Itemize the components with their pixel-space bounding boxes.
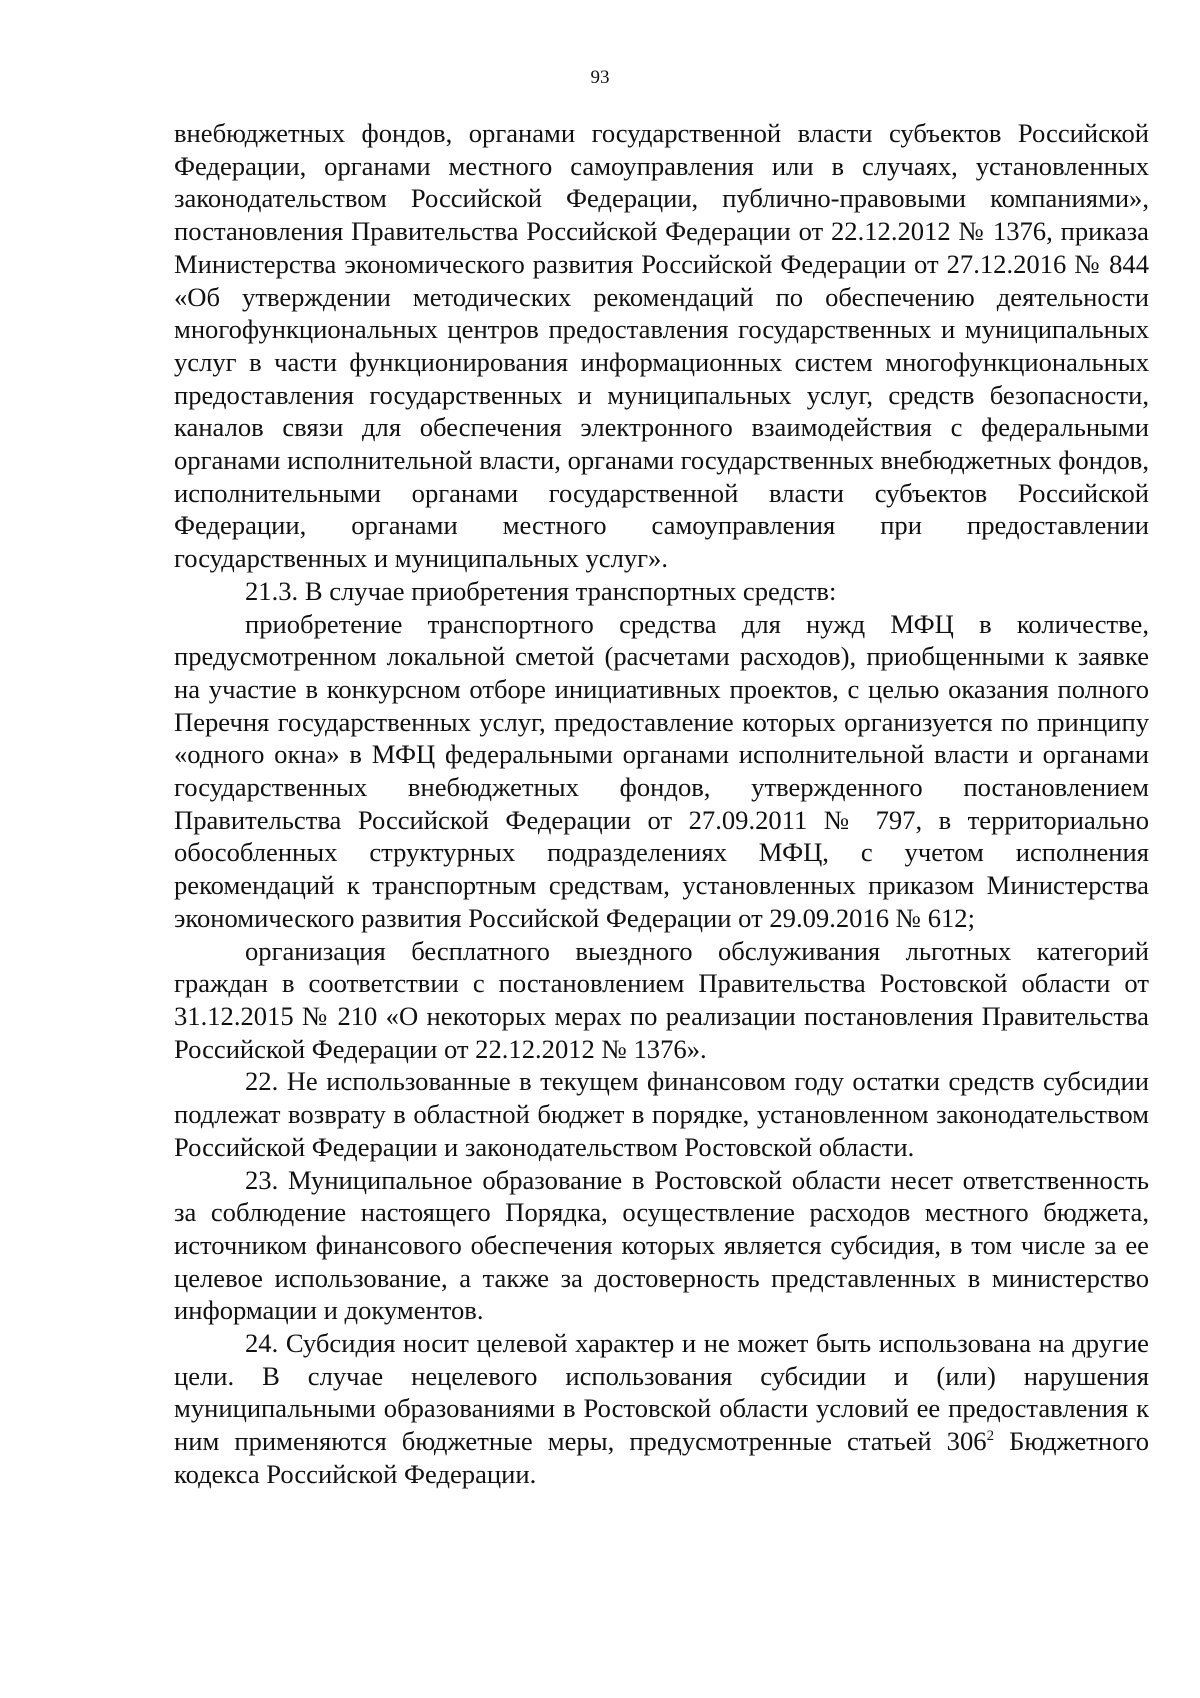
page-number: 93 — [590, 67, 610, 88]
paragraph-vehicle-purchase: приобретение транспортного средства для нужд МФЦ в количестве, предусмотренном локальной сметой (расчетами расходов), приобщенными к заявке на участие в конкурсном отборе инициативных проектов, с целью оказания полного Перечня государственных услуг, предоставление которых организуется по принципу «одного окна» в МФЦ федеральными органами исполнительной власти и органами государственных внебюджетных фондов, утвержденного постановлением Правительства Российской Федерации от 27.09.2011 № 797, в территориально обособленных структурных подразделениях МФЦ, с учетом исполнения рекомендаций к транспортным средствам, установленных приказом Министерства экономического развития Российской Федерации от 29.09.2016 № 612; — [174, 608, 1149, 933]
document-body — [174, 117, 1149, 1491]
paragraph-clause-24 — [174, 1327, 1149, 1491]
article-superscript: 2 — [986, 1428, 995, 1445]
clause-24-text-end: Бюджетного кодекса Российской Федерации. — [174, 1426, 1149, 1489]
paragraph-clause-21-3: 21.3. В случае приобретения транспортных средств: — [245, 575, 837, 606]
paragraph-clause-23: 23. Муниципальное образование в Ростовской области несет ответственность за соблюдение настоящего Порядка, осуществление расходов местного бюджета, источником финансового обеспечения которых является субсидия, в том числе за ее целевое использование, а также за достоверность представленных в министерство информации и документов. — [174, 1164, 1149, 1326]
clause-24-text: 24. Субсидия носит целевой характер и не может быть использована на другие цели. В случае нецелевого использования субсидии и (или) нарушения муниципальными образованиями в Ростовской области условий ее предоставления к ним применяются бюджетные меры, предусмотренные статьей 306 — [174, 1328, 1149, 1457]
paragraph-continuation: внебюджетных фондов, органами государственной власти субъектов Российской Федерации, органами местного самоуправления или в случаях, установленных законодательством Российской Федерации, публично-правовыми компаниями», постановления Правительства Российской Федерации от 22.12.2012 № 1376, приказа Министерства экономического развития Российской Федерации от 27.12.2016 № 844 «Об утверждении методических рекомендаций по обеспечению деятельности многофункциональных центров предоставления государственных и муниципальных услуг в части функционирования информационных систем многофункциональных предоставления государственных и муниципальных услуг, средств безопасности, каналов связи для обеспечения электронного взаимодействия с федеральными органами исполнительной власти, органами государственных внебюджетных фондов, исполнительными органами государственной власти субъектов Российской Федерации, органами местного самоуправления при предоставлении государственных и муниципальных услуг». — [174, 118, 1149, 574]
paragraph-clause-22: 22. Не использованные в текущем финансовом году остатки средств субсидии подлежат возврату в областной бюджет в порядке, установленном законодательством Российской Федерации и законодательством Ростовской области. — [174, 1066, 1149, 1162]
paragraph-free-outreach-service: организация бесплатного выездного обслуживания льготных категорий граждан в соответствии с постановлением Правительства Ростовской области от 31.12.2015 № 210 «О некоторых мерах по реализации постановления Правительства Российской Федерации от 22.12.2012 № 1376». — [174, 935, 1149, 1064]
